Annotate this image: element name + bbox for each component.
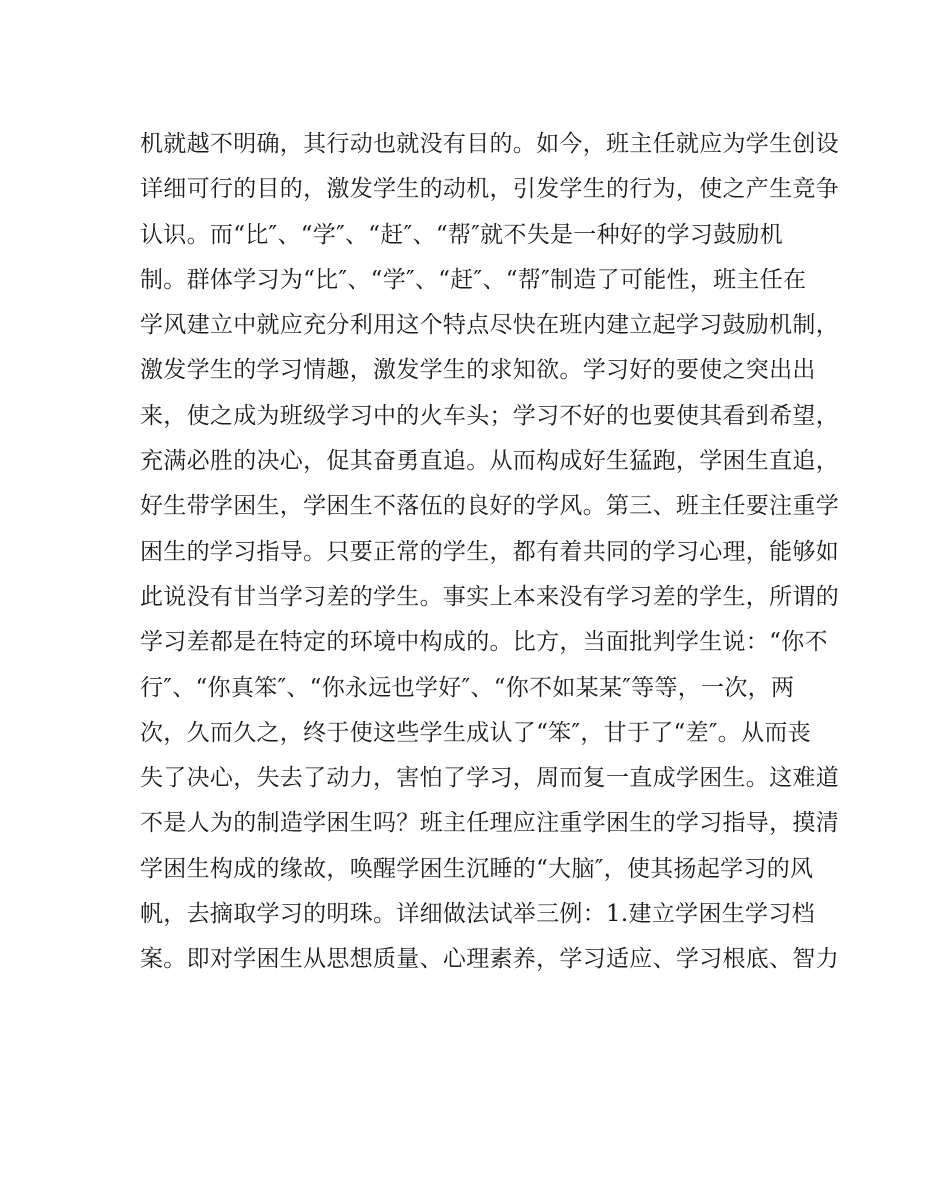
text-line-19: 案。即对学困生从思想质量、心理素养，学习适应、学习根底、智力 <box>140 946 839 973</box>
text-line-3: 认识。而“比″、“学″、“赶″、“帮″就不失是一种好的学习鼓励机 <box>140 221 783 248</box>
text-line-11: 此说没有甘当学习差的学生。事实上本来没有学习差的学生，所谓的 <box>140 583 839 610</box>
text-line-1: 机就越不明确，其行动也就没有目的。如今，班主任就应为学生创设 <box>140 131 839 157</box>
text-line-2: 详细可行的目的，激发学生的动机，引发学生的行为，使之产生竞争 <box>140 176 839 203</box>
text-line-12: 学习差都是在特定的环境中构成的。比方，当面批判学生说：“你不 <box>140 629 828 656</box>
body-paragraph <box>140 122 839 983</box>
text-line-13: 行″、“你真笨″、“你永远也学好″、“你不如某某″等等，一次，两 <box>140 674 795 701</box>
text-line-17: 学困生构成的缘故，唤醒学困生沉睡的“大脑″，使其扬起学习的风 <box>140 855 814 882</box>
text-line-10: 困生的学习指导。只要正常的学生，都有着共同的学习心理，能够如 <box>140 538 839 565</box>
text-line-6: 激发学生的学习情趣，激发学生的求知欲。学习好的要使之突出出 <box>140 357 816 384</box>
text-line-18: 帆，去摘取学习的明珠。详细做法试举三例：1.建立学困生学习档 <box>140 901 815 928</box>
text-line-9: 好生带学困生，学困生不落伍的良好的学风。第三、班主任要注重学 <box>140 493 839 520</box>
text-line-14: 次，久而久之，终于使这些学生成认了“笨″，甘于了“差″。从而丧 <box>140 719 811 746</box>
text-line-4: 制。群体学习为“比″、“学″、“赶″、“帮″制造了可能性，班主任在 <box>140 266 807 293</box>
text-line-7: 来，使之成为班级学习中的火车头；学习不好的也要使其看到希望， <box>140 402 839 429</box>
text-line-16: 不是人为的制造学困生吗？班主任理应注重学困生的学习指导，摸清 <box>140 810 839 837</box>
text-line-5: 学风建立中就应充分利用这个特点尽快在班内建立起学习鼓励机制， <box>140 312 839 339</box>
text-line-15: 失了决心，失去了动力，害怕了学习，周而复一直成学困生。这难道 <box>140 765 839 792</box>
text-line-8: 充满必胜的决心，促其奋勇直追。从而构成好生猛跑，学困生直追， <box>140 448 839 475</box>
